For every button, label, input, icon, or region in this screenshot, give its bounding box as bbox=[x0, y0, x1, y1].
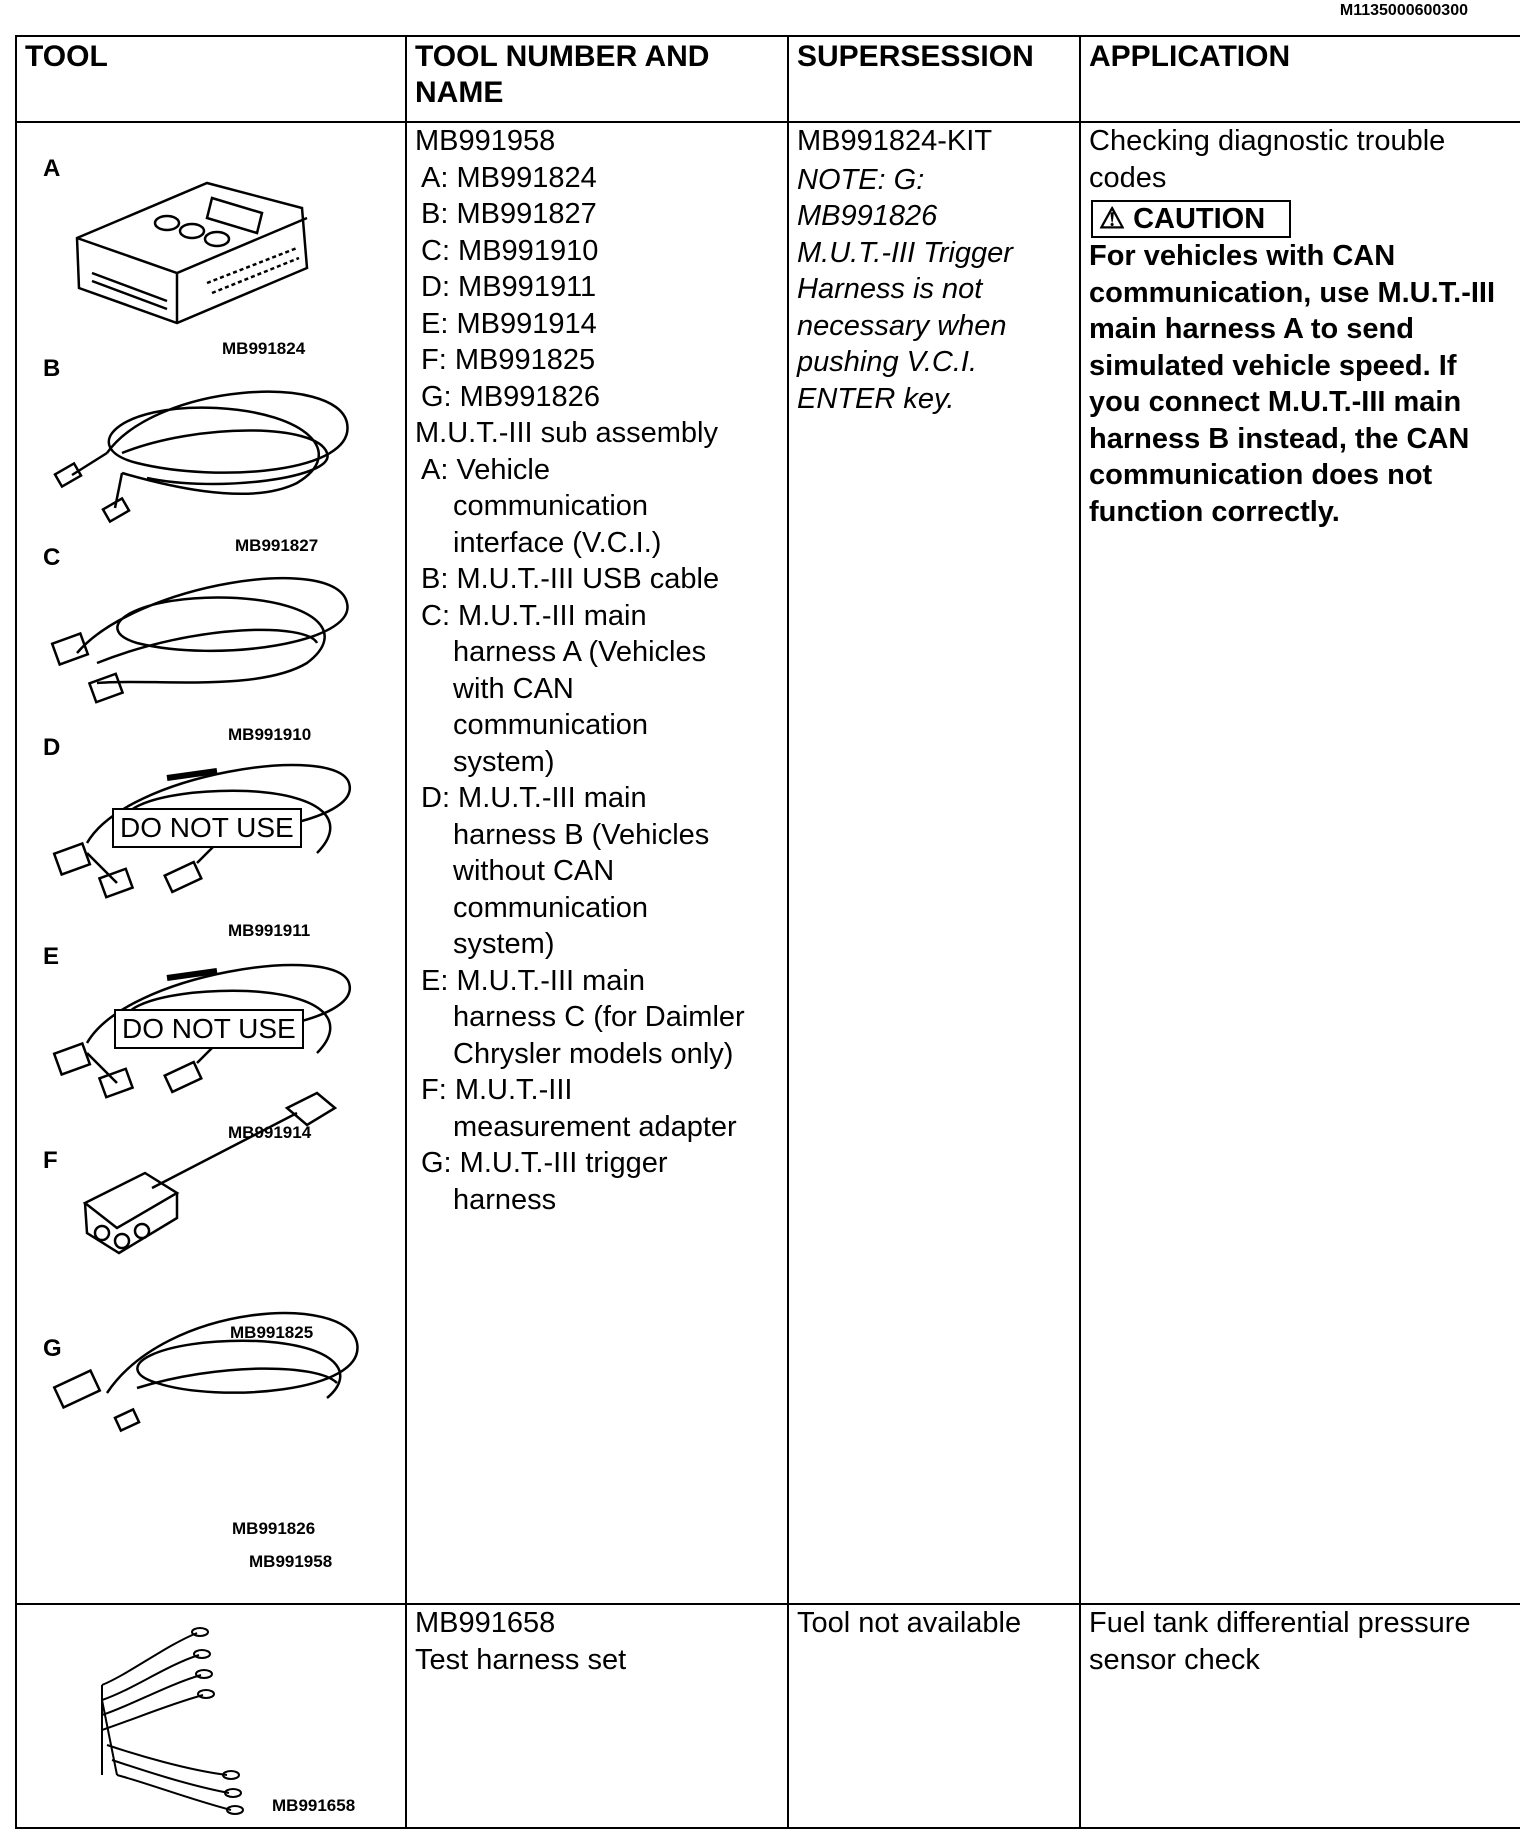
subassembly-line: with CAN bbox=[453, 672, 574, 705]
table-row bbox=[16, 122, 1520, 1604]
supersession-value: Tool not available bbox=[797, 1607, 1022, 1639]
header-tool-number: TOOL NUMBER AND NAME bbox=[406, 36, 788, 122]
part-number-label: MB991824 bbox=[222, 339, 306, 358]
caution-line: function correctly. bbox=[1089, 495, 1340, 528]
note-line: MB991826 bbox=[797, 200, 938, 232]
part-line: E: MB991914 bbox=[421, 307, 597, 340]
mut3-kit-illustration bbox=[17, 123, 389, 1603]
header-supersession: SUPERSESSION bbox=[788, 36, 1080, 122]
tool-name: Test harness set bbox=[415, 1643, 627, 1676]
letter-d: D bbox=[43, 734, 61, 761]
subassembly-line: system) bbox=[453, 928, 555, 960]
part-number-label: MB991914 bbox=[228, 1123, 312, 1142]
subassembly-line: communication bbox=[453, 709, 649, 741]
tool-illustration-cell bbox=[16, 122, 406, 1604]
subassembly-line: system) bbox=[453, 745, 555, 778]
supersession-value: MB991824-KIT bbox=[797, 125, 993, 157]
application-cell bbox=[1080, 1604, 1520, 1828]
caution-line: main harness A to send bbox=[1089, 313, 1414, 345]
supersession-cell bbox=[788, 122, 1080, 1604]
warning-triangle-icon: ⚠ bbox=[1099, 203, 1125, 235]
tool-number-cell bbox=[406, 122, 788, 1604]
subassembly-line: F: M.U.T.-III bbox=[421, 1074, 573, 1106]
harness-a-drawing bbox=[52, 578, 347, 702]
subassembly-line: interface (V.C.I.) bbox=[453, 526, 662, 559]
header-application: APPLICATION bbox=[1080, 36, 1520, 122]
caution-line: you connect M.U.T.-III main bbox=[1089, 386, 1462, 418]
header-row bbox=[16, 36, 1520, 122]
caution-line: communication does not bbox=[1089, 459, 1433, 491]
caution-line: simulated vehicle speed. If bbox=[1089, 349, 1457, 382]
header-tool: TOOL bbox=[16, 36, 406, 122]
letter-g: G bbox=[43, 1335, 62, 1362]
do-not-use-label: DO NOT USE bbox=[112, 808, 302, 848]
subassembly-line: communication bbox=[453, 490, 649, 522]
do-not-use-label: DO NOT USE bbox=[114, 1009, 304, 1049]
application-line: Checking diagnostic trouble bbox=[1089, 125, 1446, 157]
subassembly-line: A: Vehicle bbox=[421, 453, 550, 486]
part-number-label: MB991910 bbox=[228, 725, 312, 744]
subassembly-line: Chrysler models only) bbox=[453, 1037, 734, 1070]
subassembly-line: without CAN bbox=[453, 855, 615, 887]
letter-f: F bbox=[43, 1147, 58, 1174]
subassembly-line: communication bbox=[453, 891, 649, 924]
part-number-label: MB991658 bbox=[272, 1796, 356, 1815]
part-line: F: MB991825 bbox=[421, 344, 596, 376]
note-line: NOTE: G: bbox=[797, 163, 925, 196]
subassembly-line: harness C (for Daimler bbox=[453, 1001, 745, 1033]
subassembly-line: harness A (Vehicles bbox=[453, 636, 707, 668]
subassembly-line: measurement adapter bbox=[453, 1110, 737, 1143]
caution-box bbox=[1091, 200, 1291, 238]
subassembly-line: G: M.U.T.-III trigger bbox=[421, 1147, 668, 1179]
subassembly-line: B: M.U.T.-III USB cable bbox=[421, 563, 720, 595]
usb-cable-drawing bbox=[55, 392, 348, 522]
document-id: M1135000600300 bbox=[1339, 2, 1468, 19]
application-cell bbox=[1080, 122, 1520, 1604]
table-row bbox=[16, 1604, 1520, 1828]
caution-line: communication, use M.U.T.-III bbox=[1089, 276, 1496, 309]
subassembly-line: E: M.U.T.-III main bbox=[421, 964, 645, 997]
note-line: necessary when bbox=[797, 309, 1007, 342]
tool-number: MB991658 bbox=[415, 1607, 556, 1639]
vci-unit-drawing bbox=[77, 183, 307, 323]
tool-illustration-cell bbox=[16, 1604, 406, 1828]
part-line: A: MB991824 bbox=[421, 161, 597, 194]
test-harness-illustration bbox=[17, 1605, 389, 1827]
application-line: sensor check bbox=[1089, 1643, 1260, 1676]
part-number-label: MB991826 bbox=[232, 1519, 316, 1538]
special-tools-table bbox=[15, 35, 1520, 1829]
letter-e: E bbox=[43, 943, 60, 970]
part-line: C: MB991910 bbox=[421, 234, 599, 267]
tool-number: MB991958 bbox=[415, 125, 556, 157]
note-line: pushing V.C.I. bbox=[797, 346, 978, 378]
part-line: G: MB991826 bbox=[421, 380, 600, 413]
note-line: Harness is not bbox=[797, 273, 983, 305]
letter-c: C bbox=[43, 544, 61, 571]
subassembly-line: harness bbox=[453, 1183, 557, 1216]
caution-label: CAUTION bbox=[1133, 203, 1266, 235]
application-line: Fuel tank differential pressure bbox=[1089, 1607, 1471, 1639]
part-number-label: MB991911 bbox=[228, 921, 311, 940]
application-line: codes bbox=[1089, 161, 1167, 194]
letter-b: B bbox=[43, 355, 61, 382]
note-line: M.U.T.-III Trigger bbox=[797, 236, 1013, 269]
subassembly-line: C: M.U.T.-III main bbox=[421, 599, 647, 632]
caution-line: For vehicles with CAN bbox=[1089, 240, 1396, 272]
part-number-label: MB991827 bbox=[235, 536, 319, 555]
caution-line: harness B instead, the CAN bbox=[1089, 422, 1470, 455]
subassembly-title: M.U.T.-III sub assembly bbox=[415, 417, 718, 449]
tool-number-cell bbox=[406, 1604, 788, 1828]
subassembly-line: harness B (Vehicles bbox=[453, 818, 710, 851]
letter-a: A bbox=[43, 155, 61, 182]
supersession-cell bbox=[788, 1604, 1080, 1828]
note-line: ENTER key. bbox=[797, 382, 955, 415]
kit-number-label: MB991958 bbox=[249, 1552, 333, 1571]
tool-drawings bbox=[17, 123, 389, 1603]
subassembly-line: D: M.U.T.-III main bbox=[421, 782, 647, 814]
part-line: D: MB991911 bbox=[421, 271, 597, 303]
part-line: B: MB991827 bbox=[421, 198, 597, 230]
part-number-label: MB991825 bbox=[230, 1323, 314, 1342]
